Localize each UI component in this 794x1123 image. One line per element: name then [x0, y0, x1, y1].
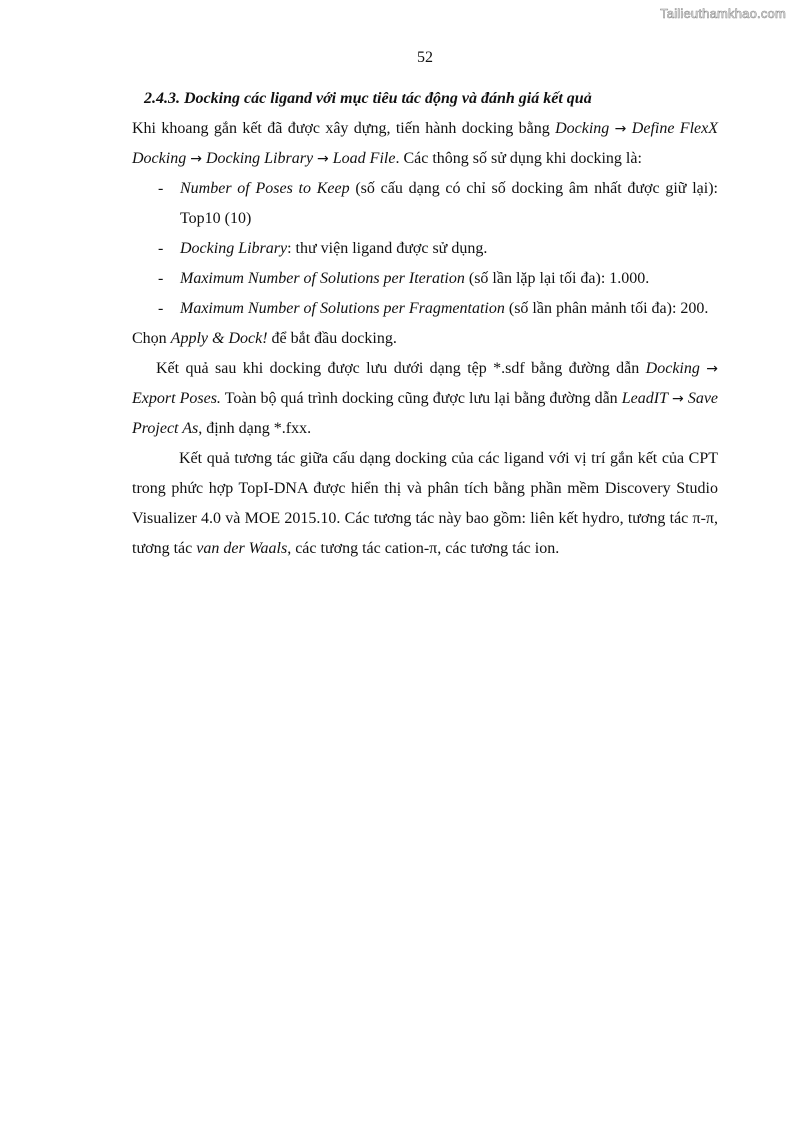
bullet-dash: - [158, 180, 164, 197]
arrow-right-icon: → [706, 361, 718, 377]
bullet-dash: - [158, 270, 164, 287]
text: Khi khoang gắn kết đã được xây dựng, tiến hành docking bằng [132, 120, 556, 137]
text: , định dạng *.fxx. [198, 420, 312, 437]
paragraph-export-results [132, 354, 718, 444]
page-number: 52 [417, 49, 433, 66]
text: . Các thông số sử dụng khi docking là: [395, 150, 642, 167]
parameter-name: Docking Library [180, 240, 288, 257]
text: Chọn [132, 330, 171, 347]
menu-leadit: LeadIT [621, 390, 668, 407]
bullet-dash: - [158, 300, 164, 317]
menu-define-flexx-docking: Define FlexX Docking [132, 120, 718, 167]
paragraph-docking-procedure [132, 114, 718, 174]
parameter-name: Number of Poses to Keep [180, 180, 350, 197]
parameter-list [132, 174, 718, 324]
arrow-right-icon: → [190, 151, 202, 167]
arrow-right-icon: → [317, 151, 329, 167]
bullet-dash: - [158, 240, 164, 257]
menu-export-poses: Export Poses. [132, 390, 221, 407]
list-item [132, 264, 718, 294]
parameter-description: (số lần lặp lại tối đa): 1.000. [464, 270, 650, 287]
menu-load-file: Load File [332, 150, 396, 167]
list-item [132, 294, 718, 324]
section-heading: 2.4.3. Docking các ligand với mục tiêu tác động và đánh giá kết quả [144, 90, 592, 107]
text: , các tương tác cation-π, các tương tác ion. [287, 540, 560, 557]
paragraph-apply-dock [132, 324, 718, 354]
text: Kết quả tương tác giữa cấu dạng docking của các ligand với vị trí gắn kết của CPT trong phức hợp TopI-DNA được hiển thị và phân tích bằng phần mềm Discovery Studio Visualizer 4.0 và MOE 2015.10. Các tương tác này bao gồm: liên kết hydro, tương tác π-π, tương tác [132, 450, 718, 557]
menu-save-project-as: Save Project As [132, 390, 719, 437]
arrow-right-icon: → [614, 121, 627, 137]
list-item [132, 174, 718, 234]
text: Kết quả sau khi docking được lưu dưới dạng tệp *.sdf bằng đường dẫn [156, 360, 646, 377]
parameter-description: (số lần phân mảnh tối đa): 200. [504, 300, 709, 317]
menu-docking-library: Docking Library [205, 150, 314, 167]
parameter-description: : thư viện ligand được sử dụng. [287, 240, 488, 257]
arrow-right-icon: → [672, 391, 684, 407]
term-van-der-waals: van der Waals [196, 540, 288, 557]
parameter-description: (số cấu dạng có chỉ số docking âm nhất được giữ lại): Top10 (10) [180, 180, 718, 227]
menu-apply-dock: Apply & Dock! [170, 330, 268, 347]
watermark: Tailieuthamkhao.com [660, 6, 786, 21]
list-item [132, 234, 718, 264]
document-body [132, 84, 718, 564]
menu-docking: Docking [645, 360, 700, 377]
parameter-name: Maximum Number of Solutions per Fragmentation [180, 300, 505, 317]
text: Toàn bộ quá trình docking cũng được lưu lại bằng đường dẫn [220, 390, 622, 407]
parameter-name: Maximum Number of Solutions per Iteration [180, 270, 465, 287]
text: để bắt đầu docking. [267, 330, 397, 347]
menu-docking: Docking [555, 120, 610, 137]
paragraph-interaction-analysis [132, 444, 718, 564]
